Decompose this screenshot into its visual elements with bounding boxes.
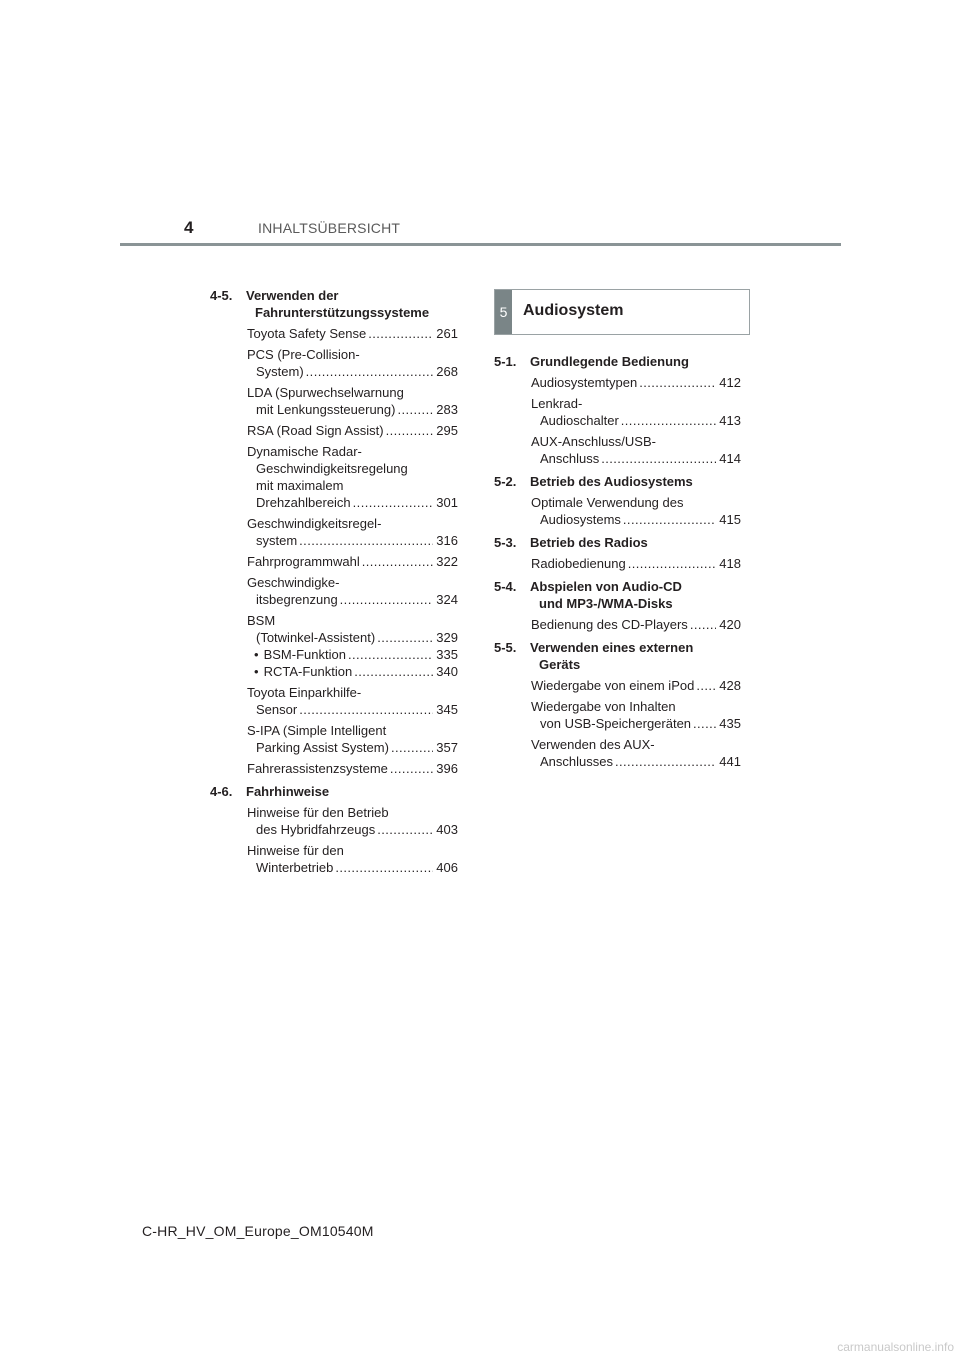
entry-text-line: Geschwindigkeitsregelung [256,461,408,476]
toc-section [494,534,741,572]
section-heading [210,783,458,800]
section-number: 4-5. [210,288,233,303]
section-title-line: Betrieb des Radios [530,535,648,550]
toc-section [494,473,741,528]
entry-text-line: PCS (Pre-Collision- [247,347,360,362]
dot-leader [623,511,716,528]
entry-text-line: Wiedergabe von Inhalten [531,699,676,714]
page-ref: 441 [719,754,741,769]
page-ref: 335 [436,647,458,662]
dot-leader [690,616,716,633]
section-title-line: Verwenden eines externen [530,640,694,655]
page-ref: 295 [436,423,458,438]
toc-entry[interactable] [531,677,741,694]
page-ref: 324 [436,592,458,607]
entry-last-line [531,511,741,528]
dot-leader [348,646,433,663]
dot-leader [696,677,716,694]
dot-leader [354,663,433,680]
entry-text: Radiobedienung [531,556,626,571]
bullet-icon: • [254,664,259,679]
section-number: 5-3. [494,535,517,550]
toc-right-column [494,353,741,776]
page-ref: 412 [719,375,741,390]
dot-leader [621,412,717,429]
entry-last-line [247,553,458,570]
entry-text: Bedienung des CD-Players [531,617,688,632]
section-title-line: Fahrhinweise [246,784,330,799]
dot-leader [362,553,434,570]
toc-entry[interactable] [247,515,458,549]
toc-section [494,639,741,770]
entry-text: des Hybridfahrzeugs [256,822,376,837]
dot-leader [306,363,434,380]
toc-entry[interactable] [247,612,458,680]
dot-leader [299,532,433,549]
dot-leader [386,422,434,439]
entry-text: Drehzahlbereich [256,495,351,510]
entry-last-line [247,401,458,418]
toc-entry[interactable] [247,574,458,608]
entry-text-line: Verwenden des AUX- [531,737,655,752]
page-header [0,218,960,248]
page-ref: 316 [436,533,458,548]
page-ref: 329 [436,630,458,645]
page-title: INHALTSÜBERSICHT [258,220,401,236]
page-ref: 413 [719,413,741,428]
entry-last-line [531,412,741,429]
section-number: 5-1. [494,354,517,369]
entry-text: Fahrprogrammwahl [247,554,360,569]
entry-text-line: Lenkrad- [531,396,583,411]
section-title-line: Abspielen von Audio-CD [530,579,682,594]
section-heading [494,534,741,551]
entry-last-line [247,760,458,777]
entry-text-line: Geschwindigkeitsregel- [247,516,382,531]
section-heading [494,578,741,612]
chapter-heading-box [494,289,750,335]
subentry-text: RCTA-Funktion [263,664,353,679]
header-divider [120,243,841,246]
dot-leader [615,753,716,770]
entry-last-line [531,450,741,467]
entry-last-line [531,616,741,633]
section-heading [494,473,741,490]
entry-text: Wiedergabe von einem iPod [531,678,695,693]
entry-last-line [247,532,458,549]
section-heading [210,287,458,321]
toc-entry[interactable] [531,395,741,429]
entry-last-line [531,677,741,694]
entry-last-line [247,363,458,380]
entry-last-line [247,422,458,439]
section-title-line: Betrieb des Audiosystems [530,474,693,489]
entry-text-line: Hinweise für den Betrieb [247,805,389,820]
page-ref: 396 [436,761,458,776]
entry-last-line [247,494,458,511]
entry-text-line: S-IPA (Simple Intelligent [247,723,387,738]
entry-text: Audiosystemtypen [531,375,638,390]
entry-last-line [247,591,458,608]
section-number: 5-2. [494,474,517,489]
dot-leader [340,591,434,608]
toc-left-column [210,287,458,882]
entry-text-line: BSM [247,613,276,628]
dot-leader [628,555,717,572]
entry-text: Anschlusses [540,754,613,769]
toc-section [210,287,458,777]
page-ref: 340 [436,664,458,679]
section-entries [494,677,741,770]
section-number: 4-6. [210,784,233,799]
dot-leader [368,325,433,342]
section-number: 5-5. [494,640,517,655]
entry-text: Sensor [256,702,298,717]
page-ref: 420 [719,617,741,632]
toc-subentry[interactable] [247,663,458,680]
entry-text: RSA (Road Sign Assist) [247,423,384,438]
section-entries [210,804,458,876]
toc-entry[interactable] [247,722,458,756]
toc-entry[interactable] [531,736,741,770]
entry-last-line [247,821,458,838]
dot-leader [639,374,716,391]
entry-text-line: Dynamische Radar- [247,444,362,459]
entry-text-line: AUX-Anschluss/USB- [531,434,656,449]
chapter-number-tab: 5 [495,290,512,334]
page-ref: 415 [719,512,741,527]
dot-leader [335,859,433,876]
section-heading [494,353,741,370]
entry-last-line [531,753,741,770]
entry-last-line [247,739,458,756]
section-title-line: Verwenden der [246,288,339,303]
toc-entry[interactable] [531,698,741,732]
dot-leader [397,401,433,418]
page-ref: 261 [436,326,458,341]
section-entries [494,616,741,633]
entry-text: System) [256,364,304,379]
toc-subentry[interactable] [247,646,458,663]
entry-text: Fahrerassistenzsysteme [247,761,388,776]
toc-entry[interactable] [531,433,741,467]
page-ref: 406 [436,860,458,875]
entry-text-line: Optimale Verwendung des [531,495,684,510]
dot-leader [353,494,434,511]
section-title-line: Grundlegende Bedienung [530,354,689,369]
document-code: C-HR_HV_OM_Europe_OM10540M [142,1223,374,1239]
section-entries [210,325,458,777]
page-ref: 418 [719,556,741,571]
entry-text-line: Geschwindigke- [247,575,340,590]
toc-entry[interactable] [247,804,458,838]
toc-entry[interactable] [247,684,458,718]
toc-entry[interactable] [247,553,458,570]
page-ref: 403 [436,822,458,837]
entry-text: Toyota Safety Sense [247,326,367,341]
dot-leader [377,629,433,646]
entry-text: (Totwinkel-Assistent) [256,630,376,645]
toc-entry[interactable] [247,325,458,342]
toc-entry[interactable] [247,422,458,439]
dot-leader [390,760,433,777]
toc-section [494,353,741,467]
page-ref: 322 [436,554,458,569]
section-title-line: und MP3-/WMA-Disks [539,596,673,611]
entry-last-line [531,374,741,391]
entry-text: Audiosystems [540,512,621,527]
page-ref: 345 [436,702,458,717]
page-ref: 283 [436,402,458,417]
section-entries [494,374,741,467]
entry-text: itsbegrenzung [256,592,338,607]
dot-leader [377,821,433,838]
toc-entry[interactable] [531,555,741,572]
dot-leader [299,701,433,718]
subentry-text: BSM-Funktion [263,647,346,662]
page-ref: 428 [719,678,741,693]
bullet-icon: • [254,647,259,662]
section-entries [494,555,741,572]
entry-text: mit Lenkungssteuerung) [256,402,396,417]
page-ref: 357 [436,740,458,755]
dot-leader [693,715,716,732]
page-ref: 435 [719,716,741,731]
section-heading [494,639,741,673]
page-ref: 268 [436,364,458,379]
entry-text: Winterbetrieb [256,860,334,875]
toc-section [494,578,741,633]
toc-entry[interactable] [531,494,741,528]
entry-last-line [247,701,458,718]
toc-section [210,783,458,876]
entry-text-line: Toyota Einparkhilfe- [247,685,362,700]
entry-text: Parking Assist System) [256,740,389,755]
section-title-line: Geräts [539,657,581,672]
entry-text: system [256,533,298,548]
entry-last-line [247,629,458,646]
section-number: 5-4. [494,579,517,594]
entry-text-line: LDA (Spurwechselwarnung [247,385,404,400]
page-number: 4 [184,218,194,237]
chapter-title: Audiosystem [523,302,624,319]
toc-entry[interactable] [247,842,458,876]
toc-entry[interactable] [247,760,458,777]
entry-text: Anschluss [540,451,600,466]
toc-entry[interactable] [531,616,741,633]
entry-last-line [247,859,458,876]
toc-entry[interactable] [531,374,741,391]
entry-text-line: mit maximalem [256,478,344,493]
toc-entry[interactable] [247,384,458,418]
watermark: carmanualsonline.info [837,1340,954,1354]
entry-last-line [531,555,741,572]
dot-leader [601,450,716,467]
entry-text: von USB-Speichergeräten [540,716,692,731]
section-entries [494,494,741,528]
page-ref: 414 [719,451,741,466]
entry-last-line [247,325,458,342]
dot-leader [391,739,433,756]
entry-text-line: Hinweise für den [247,843,344,858]
toc-entry[interactable] [247,443,458,511]
entry-last-line [531,715,741,732]
section-title-line: Fahrunterstützungssysteme [255,305,430,320]
page-ref: 301 [436,495,458,510]
toc-entry[interactable] [247,346,458,380]
entry-text: Audioschalter [540,413,619,428]
